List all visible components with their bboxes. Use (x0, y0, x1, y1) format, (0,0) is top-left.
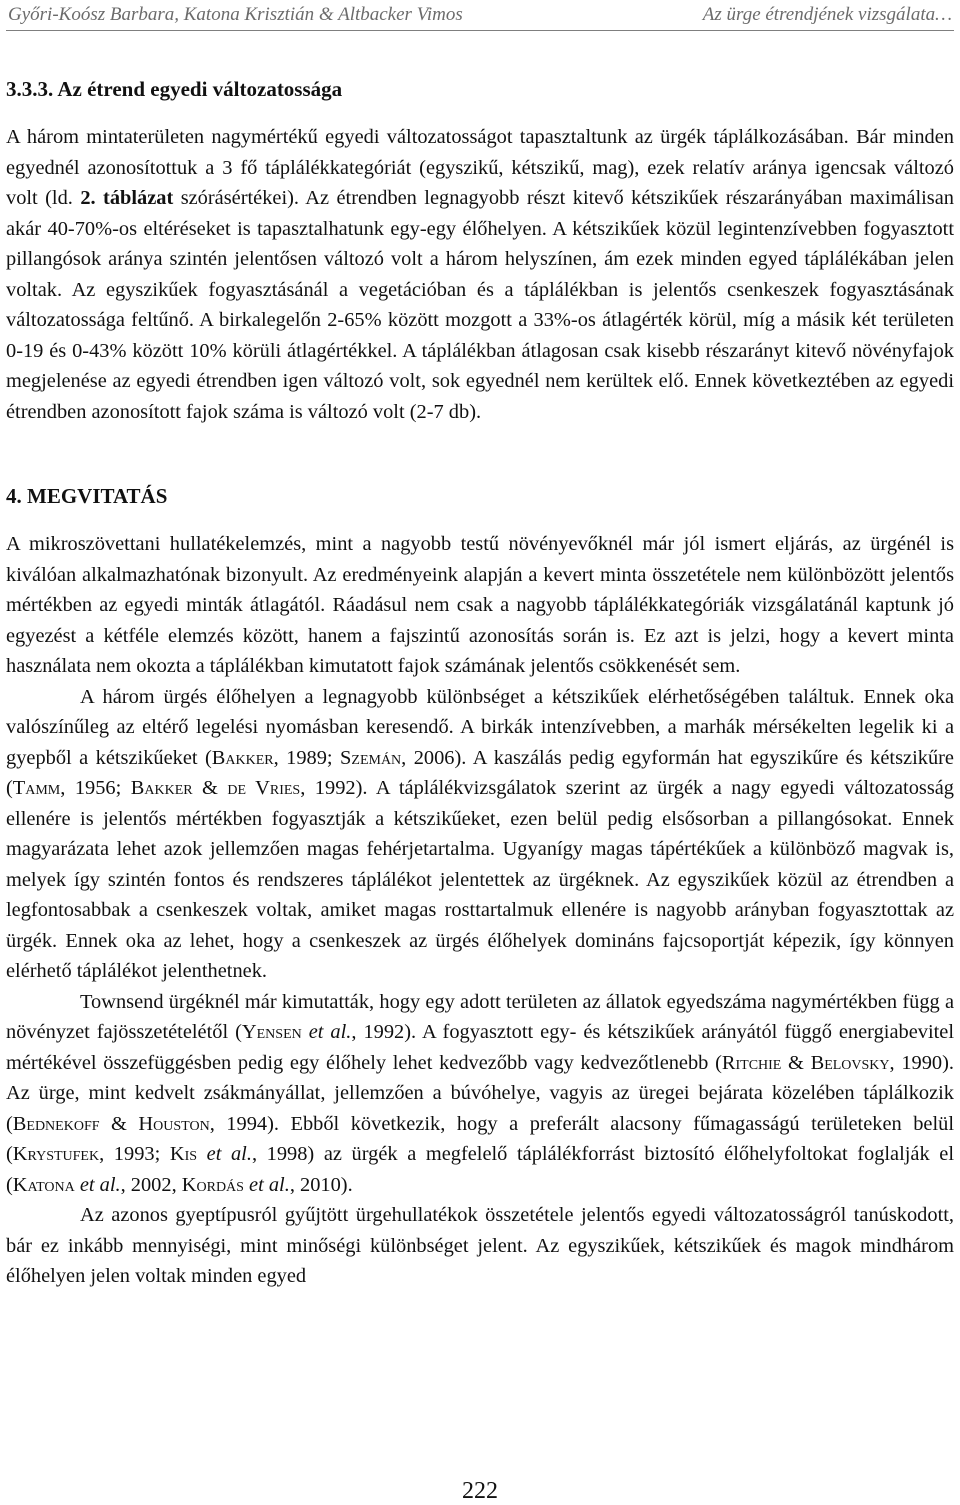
et-al: et al. (301, 1021, 352, 1043)
text-run: , 1956; (60, 777, 131, 799)
text-run: A három ürgés élőhelyen a legnagyobb különbséget a kétszikűek elérhetőségében találtuk. Ennek oka valószínűleg az eltérő legelési nyomásban keresendő. A birkák intenzívebben, a marhák mérsékelten legelik ki a gyepből a kétszikűeket ( (6, 685, 954, 769)
et-al: et al. (243, 1173, 290, 1196)
text-run: , 2002, (120, 1173, 182, 1196)
text-run: A három mintaterületen nagymértékű egyedi változatosságot tapasztaltunk az ürgék táplálkozásában. Bár minden egyednél azonosítottuk a 3 fő táplálékkategóriát (egyszikű, kétszikű, mag), ezek relatív aránya igencsak változó volt (ld. (6, 126, 954, 209)
citation-author: Tamm (12, 777, 61, 799)
citation-author: Bakker (211, 746, 274, 769)
running-header (6, 0, 954, 31)
text-run: , 1990). Az ürge, mint kedvelt zsákmányállat, jellemzően a búvóhelye, vagyis az üregei bejárata közelében táplálkozik ( (6, 1051, 954, 1135)
text-run: , 1989; (273, 746, 341, 769)
paragraph-discussion-1: A mikroszövettani hullatékelemzés, mint a nagyobb testű növényevőknél már jól ismert eljárás, az ürgénél is kiválóan alkalmazhatónak bizonyult. Az eredményeink alapján a kevert minta összetétele nem különbözött jelentős mértékben az egyedi minták átlagától. Ráadásul nem csak a nagyobb táplálékkategóriák vizsgálatánál kaptunk jó egyezést a kétféle elemzés között, hanem a fajszintű azonosítás során is. Ez azt is jelzi, hogy a kevert minta használata nem okozta a táplálékban kimutatott fajok számának jelentős csökkenését sem. (6, 533, 954, 677)
section-heading-331: 3.3.3. Az étrend egyedi változatossága (6, 77, 343, 101)
citation-author: Szemán (340, 746, 402, 769)
paragraph-discussion-2 (6, 682, 954, 987)
paragraph-discussion-3 (6, 987, 954, 1201)
paragraph-discussion-4: Az azonos gyeptípusról gyűjtött ürgehullatékok összetétele jelentős egyedi változatosságról tanúskodott, bár ez inkább mennyiségi, mint minőségi különbséget jelent. Az egyszikűek, kétszikűek és magok mindhárom élőhelyen jelen voltak minden egyed (6, 1204, 954, 1287)
et-al: et al. (197, 1143, 252, 1165)
header-authors: Győri-Koósz Barbara, Katona Krisztián & Altbacker Vimos (8, 4, 463, 25)
citation-author: Kordás (181, 1173, 244, 1196)
page-body (6, 72, 954, 1292)
text-run: , 2010). (289, 1173, 353, 1196)
text-run: , 1994). Ebből következik, hogy a preferált alacsony fűmagasságú területeken belül ( (6, 1112, 954, 1165)
text-run: Townsend ürgéknél már kimutatták, hogy egy adott területen az állatok egyedszáma nagymértékben függ a növényzet fajösszetételétől ( (6, 990, 954, 1043)
text-run: , 2006). A kaszálás pedig egyformán hat egyszikűre és kétszikűre ( (6, 746, 954, 799)
header-title: Az ürge étrendjének vizsgálata… (702, 4, 952, 25)
et-al: et al. (74, 1173, 121, 1196)
citation-author: Ritchie & Belovsky (721, 1051, 890, 1074)
citation-author: Krystufek (12, 1143, 100, 1165)
citation-author: Bednekoff & Houston (12, 1112, 210, 1135)
table-reference: 2. táblázat (80, 187, 174, 209)
text-run: szórásértékei). Az étrendben legnagyobb részt kitevő kétszikűek részarányában maximálisan akár 40-70%-os eltéréseket is tapasztalhatunk egy-egy élőhelyen. A kétszikűek közül legintenzívebben fogyasztott pillangósok aránya szintén jelentősen változó volt a három helyszínen, ám ezek minden egyed táplálékában jelen voltak. Az egyszikűek fogyasztásánál a vegetációban és a táplálékban is jelentős csenkeszek fogyasztásának változatossága feltűnő. A birkalegelőn 2-65% között mozgott a 33%-os átlagérték körül, míg a másik két területen 0-19 és 0-43% között 10% körüli átlagértékkel. A táplálékban átlagosan csak kisebb részarányt kitevő növényfajok megjelenése az egyedi étrendben igen változó volt, sok egyednél nem kerültek elő. Ennek következtében az egyedi étrendben azonosított fajok száma is változó volt (2-7 db). (6, 187, 954, 423)
text-run: , 1992). A fogyasztott egy- és kétszikűek arányától függő energiabevitel mértékével összefüggésben pedig egy élőhely lehet kedvezőbb vagy kedvezőtlenebb ( (6, 1021, 954, 1074)
paragraph-individual-variability (6, 122, 954, 427)
text-run: , 1992). A táplálékvizsgálatok szerint az ürgék a nagy egyedi változatosság ellenére is jelentős mértékben fogyasztják a kétszikűeket, ezen belül pedig elsősorban a pillangósokat. Ennek magyarázata lehet azok jellemzően magas fehérjetartalma. Ugyanígy magas tápértékűek a különböző magvak is, melyek így szintén fontos és rendszeres táplálékot jelentettek az ürgéknek. Az egyszikűek közül az étrendben a legfontosabbak a csenkeszek voltak, amiket magas rosttartalmuk ellenére is nagyobb arányban fogyasztottak az ürgék. Ennek oka az lehet, hogy a csenkeszek az ürgés élőhelyek domináns fajcsoportját képezik, így könnyen elérhető táplálékot jelenthetnek. (6, 777, 954, 982)
citation-author: Yensen (241, 1021, 302, 1043)
citation-author: Kis (169, 1143, 198, 1165)
page-number: 222 (462, 1478, 498, 1504)
citation-author: Bakker & de Vries (130, 777, 301, 799)
text-run: , 1998) az ürgék a megfelelő táplálékforrást biztosító élőhelyfoltokat foglalják el ( (6, 1143, 954, 1196)
section-heading-4: 4. MEGVITATÁS (6, 484, 168, 508)
citation-author: Katona (12, 1173, 75, 1196)
text-run: , 1993; (99, 1143, 170, 1165)
section-spacer (6, 427, 954, 479)
